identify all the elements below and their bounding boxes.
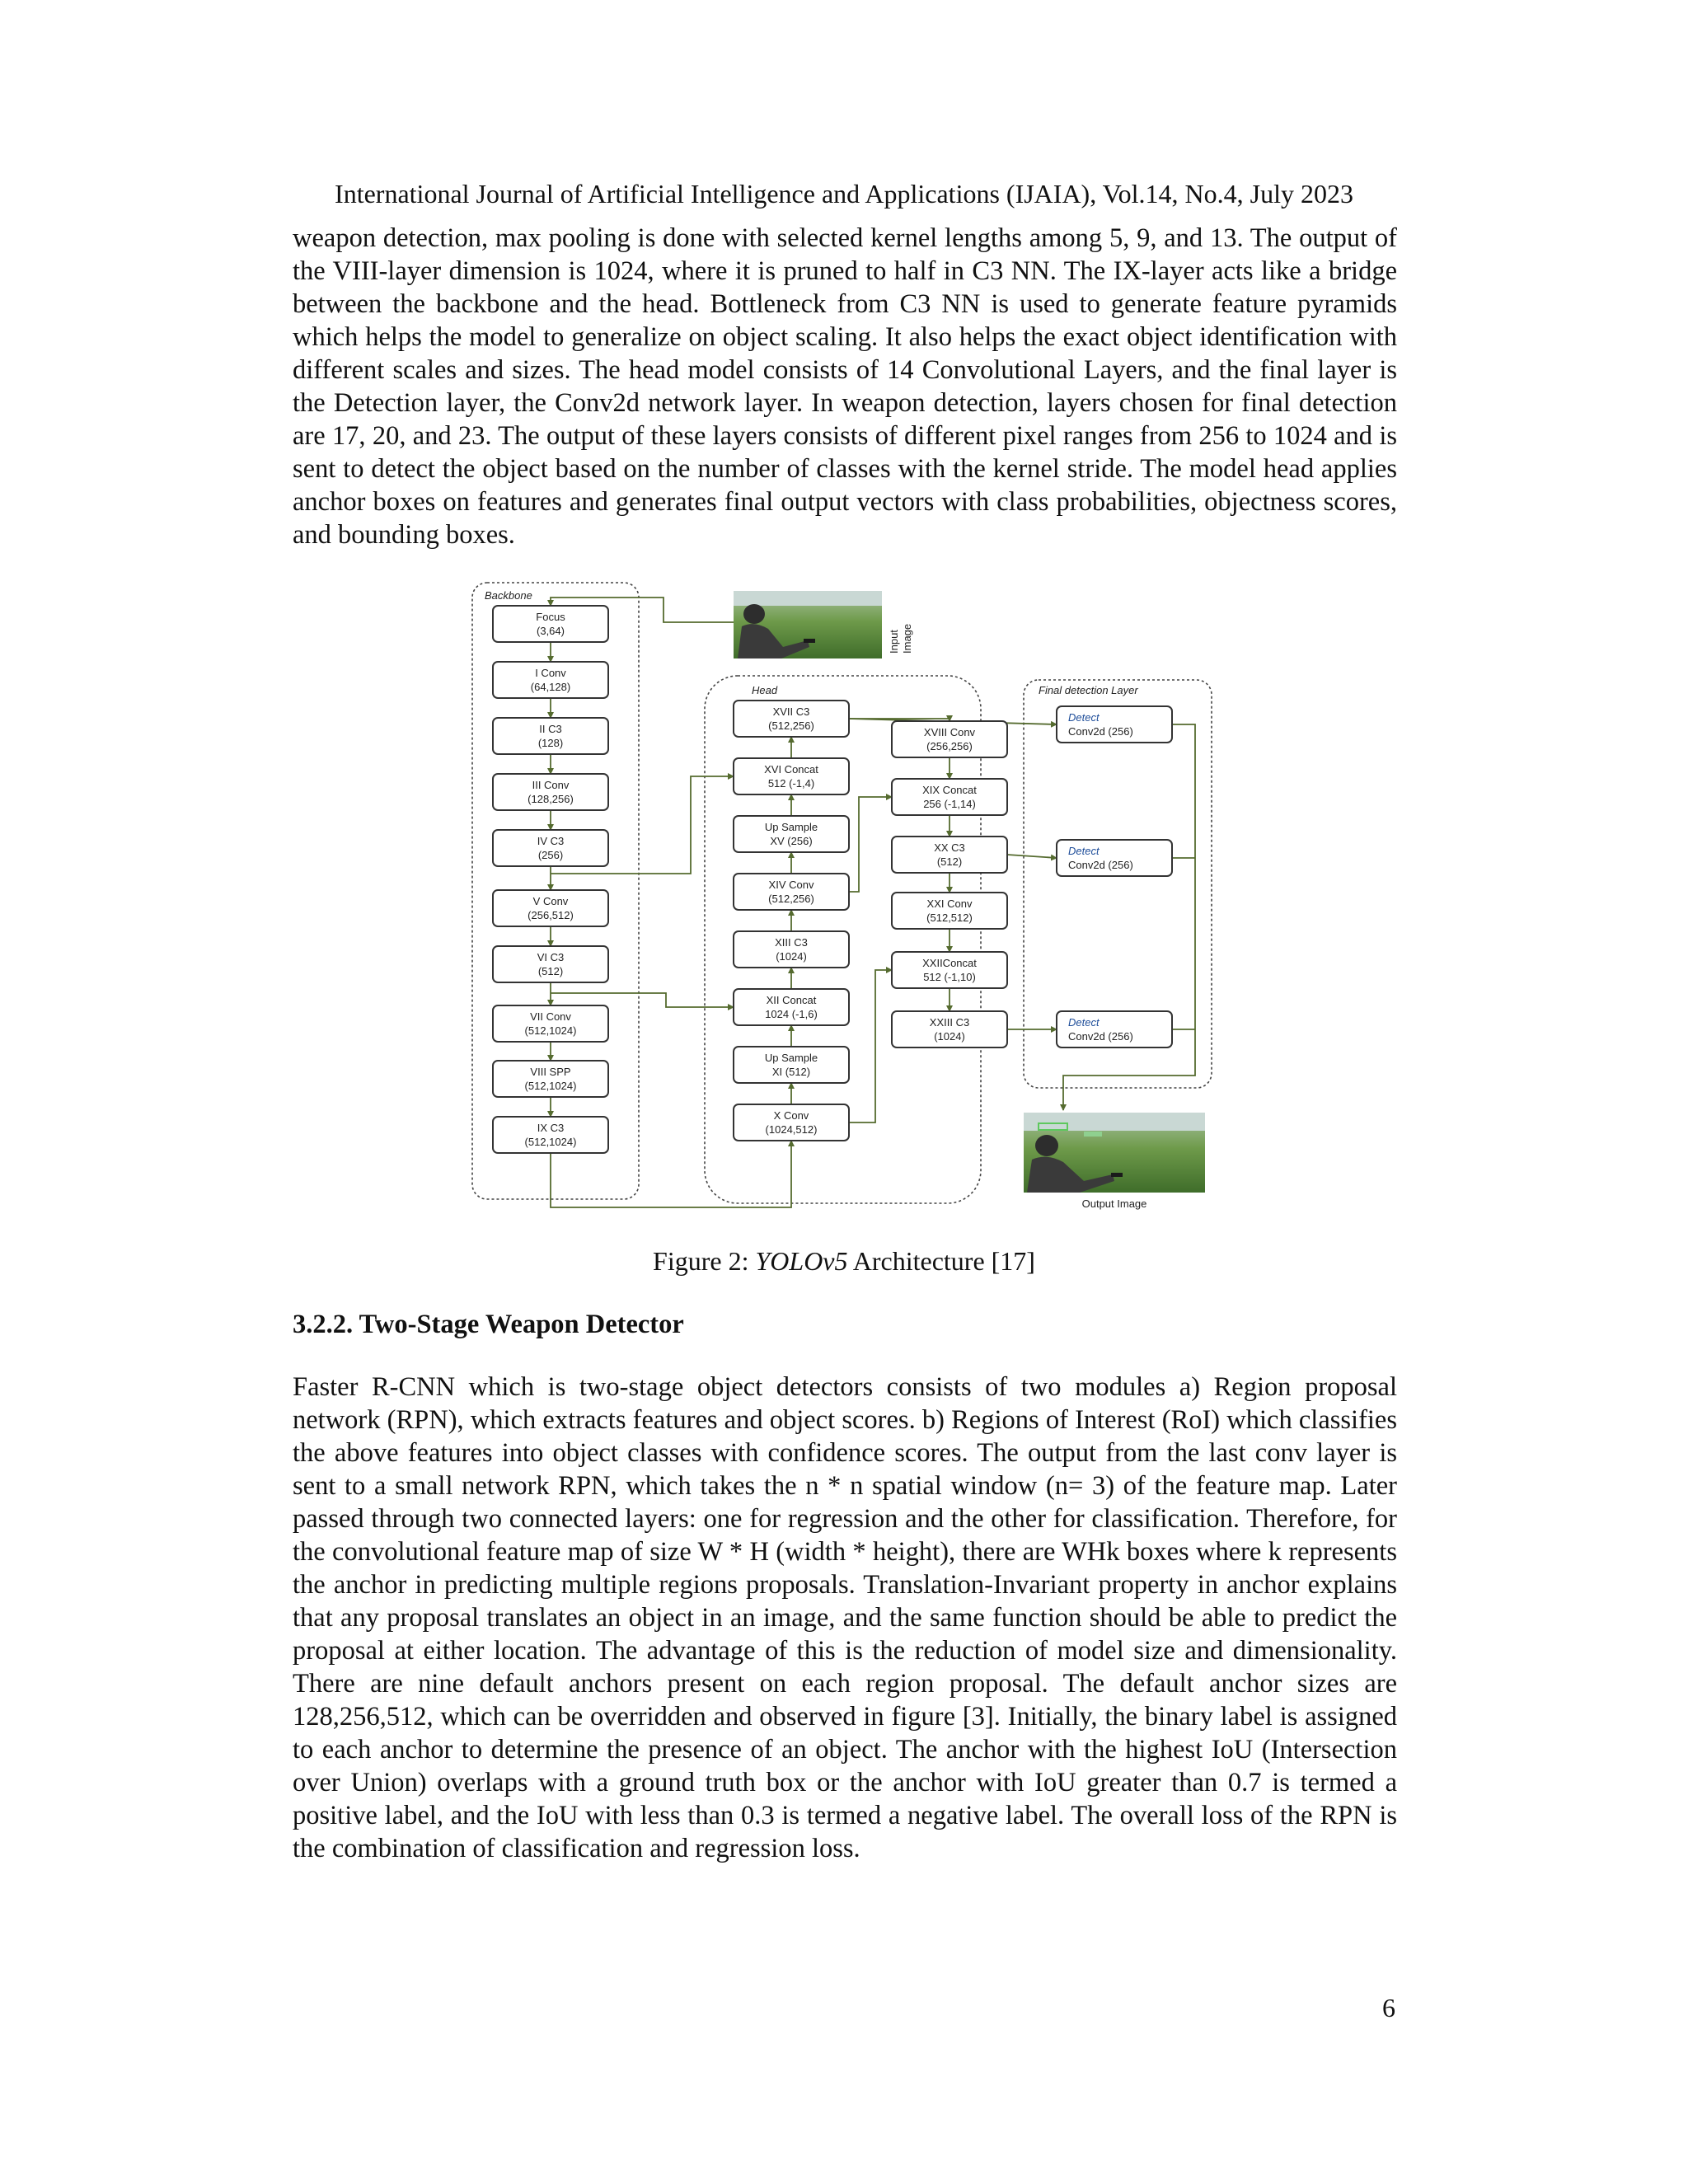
backbone-node-focus bbox=[493, 606, 608, 642]
detect-node-1 bbox=[1057, 706, 1172, 743]
head-node-xviii-conv-title: XVIII Conv bbox=[923, 726, 976, 738]
backbone-node-ii-c3-title: II C3 bbox=[539, 723, 562, 735]
arrow-xiv-to-xix bbox=[849, 797, 892, 892]
backbone-node-vi-c3-title: VI C3 bbox=[537, 951, 565, 963]
head-node-up-sample-6-title: Up Sample bbox=[764, 1052, 818, 1064]
backbone-node-ii-c3-detail: (128) bbox=[537, 737, 564, 749]
head-node-xxiii-c3 bbox=[892, 1011, 1007, 1047]
head-node-xviii-conv bbox=[892, 721, 1007, 757]
backbone-node-v-conv-detail: (256,512) bbox=[528, 909, 574, 921]
head-node-xxiiconcat-detail: 512 (-1,10) bbox=[923, 971, 976, 983]
head-node-xvii-c3-0 bbox=[734, 701, 849, 737]
final-detection-title: Final detection Layer bbox=[1039, 684, 1138, 696]
caption-prefix: Figure 2: bbox=[653, 1246, 756, 1276]
backbone-node-iv-c3-detail: (256) bbox=[537, 849, 564, 861]
input-image bbox=[734, 591, 882, 658]
head-node-xvi-concat-1-detail: 512 (-1,4) bbox=[767, 777, 815, 790]
output-label: Output Image bbox=[1081, 1197, 1147, 1210]
head-node-xxiii-c3-title: XXIII C3 bbox=[929, 1016, 970, 1029]
backbone-node-i-conv-detail: (64,128) bbox=[530, 681, 571, 693]
input-label-line1: Input bbox=[888, 630, 900, 654]
backbone-node-viii-spp bbox=[493, 1061, 608, 1097]
head-node-xvii-c3-0-detail: (512,256) bbox=[768, 719, 814, 732]
backbone-node-vi-c3 bbox=[493, 946, 608, 982]
head-node-up-sample-6-detail: XI (512) bbox=[771, 1066, 811, 1078]
head-node-xx-c3-title: XX C3 bbox=[934, 841, 965, 854]
backbone-node-v-conv bbox=[493, 890, 608, 926]
head-node-xxiiconcat-title: XXIIConcat bbox=[922, 957, 977, 969]
head-node-xii-concat-5 bbox=[734, 989, 849, 1025]
arrow-x-to-xxii bbox=[849, 970, 892, 1122]
backbone-title: Backbone bbox=[485, 589, 532, 602]
backbone-node-i-conv-title: I Conv bbox=[535, 667, 566, 679]
head-node-x-conv-7-title: X Conv bbox=[773, 1109, 809, 1122]
journal-header: International Journal of Artificial Intelligence and Applications (IJAIA), Vol.14, No.4, July 2023 bbox=[335, 179, 1353, 209]
backbone-node-iii-conv-title: III Conv bbox=[532, 779, 570, 791]
head-node-xvi-concat-1 bbox=[734, 758, 849, 794]
head-node-up-sample-2-title: Up Sample bbox=[764, 821, 818, 833]
input-label-line2: Image bbox=[901, 623, 913, 654]
backbone-node-focus-title: Focus bbox=[536, 611, 565, 623]
detect-node-1-title: Detect bbox=[1068, 711, 1100, 724]
head-node-xii-concat-5-detail: 1024 (-1,6) bbox=[765, 1008, 818, 1020]
head-node-xii-concat-5-title: XII Concat bbox=[766, 994, 817, 1006]
backbone-node-iv-c3 bbox=[493, 830, 608, 866]
head-node-xix-concat-title: XIX Concat bbox=[922, 784, 977, 796]
head-node-xiii-c3-4-title: XIII C3 bbox=[775, 936, 808, 949]
backbone-node-vii-conv bbox=[493, 1005, 608, 1042]
caption-suffix: Architecture [17] bbox=[847, 1246, 1035, 1276]
backbone-node-iii-conv-detail: (128,256) bbox=[528, 793, 574, 805]
head-node-up-sample-2-detail: XV (256) bbox=[770, 835, 813, 847]
detect-node-3 bbox=[1057, 1011, 1172, 1047]
backbone-node-ix-c3-detail: (512,1024) bbox=[524, 1136, 577, 1148]
body-paragraph-1: weapon detection, max pooling is done with selected kernel lengths among 5, 9, and 13. The output of the VIII-layer dimension is 1024, where it is pruned to half in C3 NN. The IX-layer acts like a bridge between the backbone and the head. Bottleneck from C3 NN is used to generate feature pyramids which helps the model to generalize on object scaling. It also helps the exact object identification with different scales and sizes. The head model consists of 14 Convolutional Layers, and the final layer is the Detection layer, the Conv2d network layer. In weapon detection, layers chosen for final detection are 17, 20, and 23. The output of these layers consists of different pixel ranges from 256 to 1024 and is sent to detect the object based on the number of classes with the kernel stride. The model head applies anchor boxes on features and generates final output vectors with class probabilities, objectness scores, and bounding boxes. bbox=[293, 223, 1397, 550]
head-node-xxiii-c3-detail: (1024) bbox=[934, 1030, 965, 1043]
backbone-node-ix-c3-title: IX C3 bbox=[537, 1122, 565, 1134]
head-node-x-conv-7-detail: (1024,512) bbox=[765, 1123, 818, 1136]
detect-node-2-title: Detect bbox=[1068, 845, 1100, 857]
head-node-xiv-conv-3-detail: (512,256) bbox=[768, 893, 814, 905]
head-node-xxi-conv-title: XXI Conv bbox=[926, 898, 973, 910]
head-node-xvii-c3-0-title: XVII C3 bbox=[772, 705, 810, 718]
head-node-xiii-c3-4 bbox=[734, 931, 849, 968]
head-node-xx-c3 bbox=[892, 837, 1007, 873]
arrow-xx-to-detect2 bbox=[1007, 855, 1057, 858]
detect-node-3-title: Detect bbox=[1068, 1016, 1100, 1029]
figure-caption bbox=[0, 1244, 1688, 1277]
head-node-xviii-conv-detail: (256,256) bbox=[926, 740, 973, 752]
backbone-node-iii-conv bbox=[493, 774, 608, 810]
yolov5-architecture-figure bbox=[470, 581, 1220, 1220]
head-title: Head bbox=[752, 684, 778, 696]
backbone-node-ii-c3 bbox=[493, 718, 608, 754]
backbone-node-iv-c3-title: IV C3 bbox=[537, 835, 565, 847]
head-node-x-conv-7 bbox=[734, 1104, 849, 1141]
backbone-node-viii-spp-detail: (512,1024) bbox=[524, 1080, 577, 1092]
head-node-xxi-conv-detail: (512,512) bbox=[926, 912, 973, 924]
body-paragraph-2: Faster R-CNN which is two-stage object detectors consists of two modules a) Region proposal network (RPN), which extracts features and object scores. b) Regions of Interest (RoI) which classifies the above features into object classes with confidence scores. The output from the last conv layer is sent to a small network RPN, which takes the n * n spatial window (n= 3) of the feature map. Later passed through two connected layers: one for regression and the other for classification. Therefore, for the convolutional feature map of size W * H (width * height), there are WHk boxes where k represents the anchor in predicting multiple regions proposals. Translation-Invariant property in anchor explains that any proposal translates an object in an image, and the same function should be able to predict the proposal at either location. The advantage of this is the reduction of model size and dimensionality. There are nine default anchors present on each region proposal. The default anchor sizes are 128,256,512, which can be overridden and observed in figure [3]. Initially, the binary label is assigned to each anchor to determine the presence of an object. The anchor with the highest IoU (Intersection over Union) overlaps with a ground truth box or the anchor with IoU greater than 0.7 is termed a positive label, and the IoU with less than 0.3 is termed a negative label. The overall loss of the RPN is the combination of classification and regression loss. bbox=[293, 1372, 1397, 1863]
head-node-xiv-conv-3 bbox=[734, 874, 849, 910]
arrow-to-output bbox=[1063, 1067, 1195, 1110]
head-node-up-sample-6 bbox=[734, 1047, 849, 1083]
output-image bbox=[1024, 1113, 1205, 1193]
detect-node-3-detail: Conv2d (256) bbox=[1068, 1030, 1133, 1043]
head-node-xiii-c3-4-detail: (1024) bbox=[776, 950, 807, 963]
detect-node-2-detail: Conv2d (256) bbox=[1068, 859, 1133, 871]
caption-italic: YOLOv5 bbox=[755, 1246, 848, 1276]
head-node-xiv-conv-3-title: XIV Conv bbox=[768, 879, 814, 891]
section-heading: 3.2.2. Two-Stage Weapon Detector bbox=[293, 1310, 684, 1339]
head-node-xix-concat bbox=[892, 779, 1007, 815]
backbone-node-viii-spp-title: VIII SPP bbox=[530, 1066, 571, 1078]
head-node-xvi-concat-1-title: XVI Concat bbox=[764, 763, 818, 776]
arrow-detect1-out bbox=[1172, 724, 1195, 1067]
backbone-node-i-conv bbox=[493, 662, 608, 698]
head-node-xix-concat-detail: 256 (-1,14) bbox=[923, 798, 976, 810]
page-number: 6 bbox=[1382, 1993, 1395, 2022]
backbone-node-vii-conv-title: VII Conv bbox=[530, 1010, 571, 1023]
head-node-xxiiconcat bbox=[892, 952, 1007, 988]
backbone-node-v-conv-title: V Conv bbox=[532, 895, 569, 907]
backbone-node-ix-c3 bbox=[493, 1117, 608, 1153]
head-node-up-sample-2 bbox=[734, 816, 849, 852]
detect-node-1-detail: Conv2d (256) bbox=[1068, 725, 1133, 738]
head-node-xx-c3-detail: (512) bbox=[936, 855, 963, 868]
backbone-node-focus-detail: (3,64) bbox=[537, 625, 565, 637]
detect-node-2 bbox=[1057, 840, 1172, 876]
backbone-node-vii-conv-detail: (512,1024) bbox=[524, 1024, 577, 1037]
head-node-xxi-conv bbox=[892, 893, 1007, 929]
backbone-node-vi-c3-detail: (512) bbox=[537, 965, 564, 977]
